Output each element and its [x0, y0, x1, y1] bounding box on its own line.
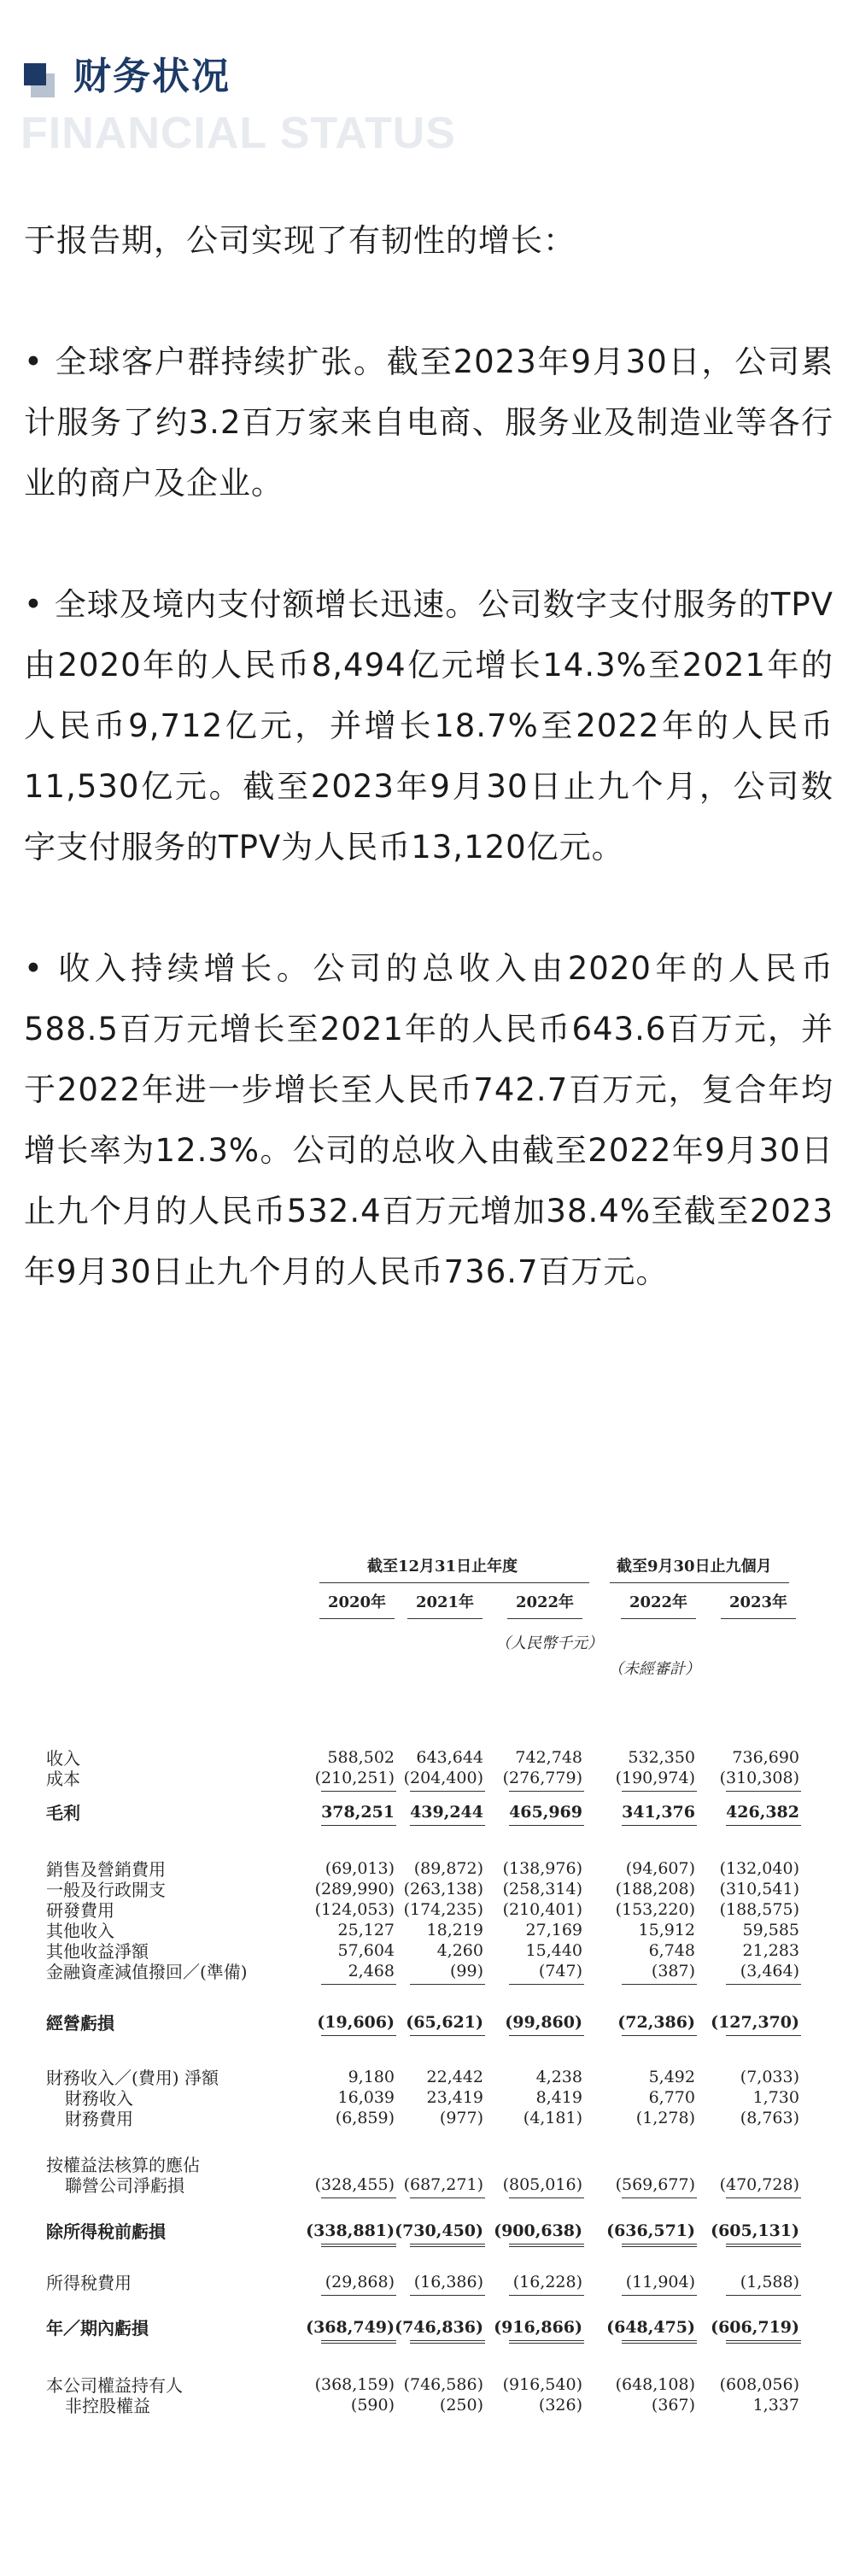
table-cell: 439,244	[410, 1803, 483, 1822]
table-cell: (569,677)	[615, 2175, 695, 2194]
cell-underline	[726, 1791, 801, 1792]
table-cell: (99,860)	[505, 2013, 582, 2032]
table-cell: (19,606)	[317, 2013, 395, 2032]
table-cell: (1,588)	[740, 2273, 799, 2291]
table-cell: (328,455)	[314, 2175, 395, 2194]
header-annual-group: 截至12月31日止年度	[367, 1558, 518, 1576]
unaudited-note: （未經審計）	[608, 1660, 700, 1678]
table-cell: 6,770	[648, 2088, 695, 2107]
section-header	[20, 55, 830, 171]
year-header: 2023年	[728, 1593, 788, 1611]
cell-underline	[321, 2295, 396, 2296]
cell-underline	[622, 1984, 697, 1985]
table-cell: 57,604	[337, 1941, 395, 1960]
table-cell: (900,638)	[494, 2221, 582, 2240]
cell-underline	[321, 2035, 396, 2036]
year-underline	[621, 1618, 696, 1619]
cell-underline	[410, 1984, 485, 1985]
cell-underline	[509, 2295, 584, 2296]
row-label: 其他收益淨額	[46, 1941, 149, 1962]
year-underline	[319, 1618, 395, 1619]
table-cell: (258,314)	[502, 1880, 582, 1898]
table-cell: (190,974)	[615, 1769, 695, 1787]
cell-underline	[321, 1791, 396, 1792]
table-cell: (132,040)	[719, 1859, 799, 1878]
table-cell: (730,450)	[395, 2221, 483, 2240]
table-cell: 341,376	[622, 1803, 695, 1822]
table-cell: (188,208)	[615, 1880, 695, 1898]
table-cell: (11,904)	[625, 2273, 695, 2291]
cell-underline	[622, 1791, 697, 1792]
year-underline	[407, 1618, 483, 1619]
table-cell: 25,127	[337, 1921, 395, 1939]
table-cell: (174,235)	[403, 1900, 483, 1919]
cell-underline	[726, 1825, 801, 1826]
table-cell: (29,868)	[325, 2273, 395, 2291]
row-label: 除所得稅前虧損	[46, 2221, 166, 2242]
cell-double-underline	[321, 2340, 396, 2344]
table-cell: (608,056)	[719, 2375, 799, 2394]
table-cell: (1,278)	[635, 2109, 695, 2127]
table-cell: (805,016)	[502, 2175, 582, 2194]
row-label: 非控股權益	[65, 2396, 150, 2416]
table-cell: (69,013)	[325, 1859, 395, 1878]
row-label: 收入	[46, 1748, 80, 1769]
cell-underline	[509, 1825, 584, 1826]
table-cell: (747)	[538, 1962, 582, 1980]
row-label: 所得稅費用	[46, 2273, 132, 2293]
bullet-revenue-growth: • 收入持续增长。公司的总收入由2020年的人民币588.5百万元增长至2021年的人民币643.6百万元，并于2022年进一步增长至人民币742.7百万元，复合年均增长率为12.3%。公司的总收入由截至2022年9月30日止九个月的人民币532.4百万元增加38.4%至截至2023年9月30日止九个月的人民币736.7百万元。	[24, 950, 834, 1290]
table-cell: (127,370)	[711, 2013, 799, 2032]
table-cell: 742,748	[515, 1748, 582, 1767]
header-annual-underline	[319, 1582, 589, 1583]
row-label: 其他收入	[46, 1921, 114, 1941]
table-cell: 15,440	[525, 1941, 582, 1960]
year-underline	[721, 1618, 796, 1619]
table-cell: (4,181)	[523, 2109, 582, 2127]
table-cell: 465,969	[509, 1803, 582, 1822]
section-title: 财务状况	[73, 55, 231, 98]
header-square-icon	[24, 63, 46, 85]
table-cell: 4,260	[436, 1941, 483, 1960]
row-label: 經營虧損	[46, 2013, 114, 2033]
cell-underline	[321, 1984, 396, 1985]
row-label: 銷售及營銷費用	[46, 1859, 166, 1880]
table-cell: (210,401)	[502, 1900, 582, 1919]
table-cell: (310,308)	[719, 1769, 799, 1787]
table-cell: (310,541)	[719, 1880, 799, 1898]
cell-underline	[622, 1825, 697, 1826]
cell-double-underline	[321, 2244, 396, 2247]
table-cell: 16,039	[337, 2088, 395, 2107]
cell-underline	[410, 1791, 485, 1792]
cell-underline	[726, 1984, 801, 1985]
financial-table	[0, 1546, 854, 2576]
table-cell: (204,400)	[403, 1769, 483, 1787]
row-label: 一般及行政開支	[46, 1880, 166, 1900]
header-interim-group: 截至9月30日止九個月	[617, 1558, 772, 1576]
table-cell: (368,749)	[306, 2318, 395, 2337]
table-cell: 1,730	[752, 2088, 799, 2107]
cell-underline	[726, 2295, 801, 2296]
table-cell: (153,220)	[615, 1900, 695, 1919]
cell-underline	[622, 2295, 697, 2296]
table-cell: (387)	[651, 1962, 695, 1980]
table-cell: (124,053)	[314, 1900, 395, 1919]
cell-underline	[726, 2035, 801, 2036]
cell-double-underline	[622, 2244, 697, 2247]
table-cell: (326)	[538, 2396, 582, 2415]
table-cell: (636,571)	[606, 2221, 695, 2240]
table-cell: 6,748	[648, 1941, 695, 1960]
header-interim-underline	[610, 1582, 789, 1583]
cell-double-underline	[726, 2244, 801, 2247]
unit-note: （人民幣千元）	[495, 1634, 603, 1652]
table-cell: (606,719)	[711, 2318, 799, 2337]
cell-double-underline	[509, 2244, 584, 2247]
cell-double-underline	[622, 2340, 697, 2344]
table-cell: (470,728)	[719, 2175, 799, 2194]
table-cell: (590)	[350, 2396, 395, 2415]
table-cell: 643,644	[416, 1748, 483, 1767]
table-cell: (916,866)	[494, 2318, 582, 2337]
table-cell: (338,881)	[306, 2221, 395, 2240]
year-header: 2022年	[629, 1593, 688, 1611]
table-cell: (65,621)	[406, 2013, 483, 2032]
table-cell: (6,859)	[335, 2109, 395, 2127]
table-cell: (746,586)	[403, 2375, 483, 2394]
cell-double-underline	[509, 2340, 584, 2344]
table-cell: 5,492	[648, 2068, 695, 2086]
table-cell: (250)	[439, 2396, 483, 2415]
table-cell: 22,442	[426, 2068, 483, 2086]
table-cell: (276,779)	[502, 1769, 582, 1787]
table-cell: 9,180	[348, 2068, 395, 2086]
year-header: 2020年	[327, 1593, 387, 1611]
intro-paragraph: 于报告期，公司实现了有韧性的增长：	[24, 222, 576, 259]
table-cell: (16,228)	[512, 2273, 582, 2291]
cell-underline	[410, 1825, 485, 1826]
table-cell: 59,585	[742, 1921, 799, 1939]
cell-double-underline	[410, 2340, 485, 2344]
year-underline	[507, 1618, 582, 1619]
cell-underline	[622, 2035, 697, 2036]
table-cell: (263,138)	[403, 1880, 483, 1898]
table-cell: (367)	[651, 2396, 695, 2415]
table-cell: (916,540)	[502, 2375, 582, 2394]
table-cell: 18,219	[426, 1921, 483, 1939]
row-label: 財務收入／(費用) 淨額	[46, 2068, 219, 2088]
table-cell: (210,251)	[314, 1769, 395, 1787]
table-cell: 1,337	[752, 2396, 799, 2415]
row-label: 聯營公司淨虧損	[65, 2175, 184, 2196]
table-cell: 21,283	[742, 1941, 799, 1960]
table-cell: (138,976)	[502, 1859, 582, 1878]
row-label: 研發費用	[46, 1900, 114, 1921]
table-cell: 2,468	[348, 1962, 395, 1980]
table-cell: 4,238	[535, 2068, 582, 2086]
table-cell: (605,131)	[711, 2221, 799, 2240]
table-cell: 736,690	[732, 1748, 799, 1767]
cell-double-underline	[410, 2244, 485, 2247]
row-label: 毛利	[46, 1803, 80, 1823]
row-label: 金融資產減值撥回／(準備)	[46, 1962, 248, 1982]
cell-underline	[509, 1984, 584, 1985]
bullet-tpv-growth: • 全球及境内支付额增长迅速。公司数字支付服务的TPV由2020年的人民币8,494亿元增长14.3%至2021年的人民币9,712亿元，并增长18.7%至2022年的人民币11,530亿元。截至2023年9月30日止九个月，公司数字支付服务的TPV为人民币13,120亿元。	[24, 586, 834, 866]
table-cell: 532,350	[628, 1748, 695, 1767]
year-header: 2021年	[415, 1593, 475, 1611]
cell-underline	[509, 2035, 584, 2036]
table-cell: (368,159)	[314, 2375, 395, 2394]
table-cell: (72,386)	[617, 2013, 695, 2032]
table-cell: (977)	[439, 2109, 483, 2127]
table-cell: 426,382	[726, 1803, 799, 1822]
cell-underline	[321, 1825, 396, 1826]
table-cell: 15,912	[638, 1921, 695, 1939]
cell-double-underline	[726, 2340, 801, 2344]
cell-underline	[509, 1791, 584, 1792]
table-cell: (16,386)	[413, 2273, 483, 2291]
table-cell: (7,033)	[740, 2068, 799, 2086]
row-label: 本公司權益持有人	[46, 2375, 183, 2396]
table-cell: (289,990)	[314, 1880, 395, 1898]
cell-underline	[410, 2035, 485, 2036]
table-cell: (3,464)	[740, 1962, 799, 1980]
table-cell: 378,251	[321, 1803, 395, 1822]
table-cell: (8,763)	[740, 2109, 799, 2127]
table-cell: (687,271)	[403, 2175, 483, 2194]
table-cell: (188,575)	[719, 1900, 799, 1919]
section-title-english: FINANCIAL STATUS	[20, 109, 456, 158]
row-label: 財務費用	[65, 2109, 133, 2129]
table-cell: (648,475)	[606, 2318, 695, 2337]
table-cell: (746,836)	[395, 2318, 483, 2337]
table-cell: 588,502	[327, 1748, 395, 1767]
row-label: 年／期內虧損	[46, 2318, 149, 2338]
cell-underline	[410, 2295, 485, 2296]
table-cell: (89,872)	[413, 1859, 483, 1878]
bullet-customer-growth: • 全球客户群持续扩张。截至2023年9月30日，公司累计服务了约3.2百万家来自电商、服务业及制造业等各行业的商户及企业。	[24, 343, 834, 502]
table-cell: (94,607)	[625, 1859, 695, 1878]
table-cell: (648,108)	[615, 2375, 695, 2394]
body-text	[24, 210, 834, 1302]
row-label: 成本	[46, 1769, 80, 1789]
row-label: 財務收入	[65, 2088, 133, 2109]
table-cell: 23,419	[426, 2088, 483, 2107]
year-header: 2022年	[515, 1593, 575, 1611]
table-cell: 27,169	[525, 1921, 582, 1939]
table-cell: 8,419	[535, 2088, 582, 2107]
row-label: 按權益法核算的應佔	[46, 2155, 200, 2175]
table-cell: (99)	[449, 1962, 483, 1980]
